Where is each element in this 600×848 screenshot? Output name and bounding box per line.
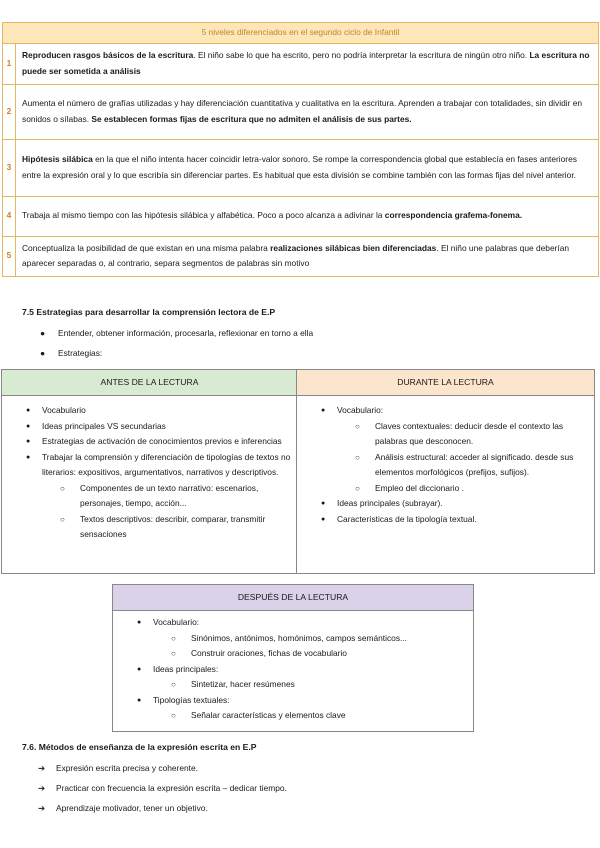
despues-list-item: ○ Sinónimos, antónimos, homónimos, campos semánticos... bbox=[113, 631, 473, 647]
antes-box bbox=[1, 369, 297, 574]
level-text-part: Hipótesis silábica bbox=[22, 154, 93, 164]
level-text-part: . El niño une palabras que deberían aparecer separadas o, al contrario, separa segmentos de palabras sin motivo bbox=[22, 242, 570, 268]
despues-list-item: ○ Construir oraciones, fichas de vocabulario bbox=[113, 646, 473, 662]
antes-list-item: ○ Textos descriptivos: describir, comparar, transmitir sensaciones bbox=[2, 512, 297, 543]
despues-list-item: ○ Señalar características y elementos clave bbox=[113, 708, 473, 724]
durante-list-item: ● Ideas principales (subrayar). bbox=[297, 496, 594, 512]
antes-list-item: ● Estrategias de activación de conocimientos previos e inferencias bbox=[2, 434, 297, 450]
arrow-item: ➔ Practicar con frecuencia la expresión escrita – dedicar tiempo. bbox=[38, 783, 287, 793]
level-number: 3 bbox=[3, 139, 16, 196]
level-number: 5 bbox=[3, 236, 16, 276]
levels-table-title: 5 niveles diferenciados en el segundo ciclo de Infantil bbox=[3, 23, 599, 44]
bullet-item: ● Estrategias: bbox=[40, 348, 103, 358]
antes-list-item: ● Trabajar la comprensión y diferenciación de tipologías de textos no literarios: expositivos, argumentativos, narrativos y descriptivos. bbox=[2, 450, 297, 481]
durante-list-item: ○ Claves contextuales: deducir desde el contexto las palabras que desconocen. bbox=[297, 419, 594, 450]
arrow-item: ➔ Aprendizaje motivador, tener un objetivo. bbox=[38, 803, 208, 813]
level-text-part: Aumenta el número de grafías utilizadas y hay diferenciación cuantitativa y cualitativa en la escritura. Aprenden a trabajar con totalidades, sin dividir en sonidos o sílabas. bbox=[22, 98, 583, 124]
bullet-icon: ● bbox=[40, 348, 46, 358]
level-text bbox=[16, 84, 599, 139]
despues-list-item: ● Vocabulario: bbox=[113, 615, 473, 631]
antes-list-item: ● Vocabulario bbox=[2, 403, 297, 419]
level-text-part: Trabaja al mismo tiempo con las hipótesis silábica y alfabética. Poco a poco alcanza a adivinar la bbox=[22, 210, 385, 221]
level-text-part: realizaciones silábicas bien diferenciadas bbox=[270, 242, 437, 253]
antes-list-item: ● Ideas principales VS secundarias bbox=[2, 419, 297, 435]
durante-list-item: ● Características de la tipología textual. bbox=[297, 512, 594, 528]
durante-list-item: ○ Empleo del diccionario . bbox=[297, 481, 594, 497]
durante-list-item: ● Vocabulario: bbox=[297, 403, 594, 419]
despues-list-item: ○ Sintetizar, hacer resúmenes bbox=[113, 677, 473, 693]
durante-box bbox=[296, 369, 595, 574]
level-text bbox=[16, 236, 599, 276]
despues-title: DESPUÉS DE LA LECTURA bbox=[113, 585, 473, 611]
level-text bbox=[16, 139, 599, 196]
durante-list bbox=[297, 396, 594, 527]
arrow-icon: ➔ bbox=[38, 783, 46, 793]
despues-list-item: ● Tipologías textuales: bbox=[113, 693, 473, 709]
antes-list-item: ○ Componentes de un texto narrativo: escenarios, personajes, tiempo, acción... bbox=[2, 481, 297, 512]
despues-box bbox=[112, 584, 474, 732]
despues-list bbox=[113, 611, 473, 724]
section-7-6-heading: 7.6. Métodos de enseñanza de la expresión escrita en E.P bbox=[22, 742, 257, 752]
levels-table bbox=[2, 22, 599, 277]
arrow-icon: ➔ bbox=[38, 763, 46, 773]
bullet-icon: ● bbox=[40, 328, 46, 338]
level-text-part: en la que el niño intenta hacer coincidir letra-valor sonoro. Se rompe la correspondencia global que establecía en fases anteriores entre la expresión oral y lo que escribía sin diferenciar partes. Es habitual que esta división se combine también con las formas fijas del nivel anterior. bbox=[22, 154, 577, 180]
level-text-part: Conceptualiza la posibilidad de que existan en una misma palabra bbox=[22, 242, 271, 253]
arrow-item: ➔ Expresión escrita precisa y coherente. bbox=[38, 763, 198, 773]
durante-list-item: ○ Análisis estructural: acceder al significado. desde sus elementos morfológicos (prefijos, sufijos). bbox=[297, 450, 594, 481]
level-text-part: correspondencia grafema-fonema. bbox=[384, 210, 523, 221]
arrow-icon: ➔ bbox=[38, 803, 46, 813]
level-number: 1 bbox=[3, 43, 16, 84]
level-text bbox=[16, 43, 599, 84]
despues-list-item: ● Ideas principales: bbox=[113, 662, 473, 678]
level-text-part: Reproducen rasgos básicos de la escritura bbox=[22, 50, 194, 60]
antes-list bbox=[2, 396, 297, 543]
bullet-item: ● Entender, obtener información, procesarla, reflexionar en torno a ella bbox=[40, 328, 314, 338]
section-7-5-heading: 7.5 Estrategias para desarrollar la comprensión lectora de E.P bbox=[22, 307, 276, 317]
durante-title: DURANTE LA LECTURA bbox=[297, 370, 594, 396]
level-number: 4 bbox=[3, 196, 16, 236]
level-text bbox=[16, 196, 599, 236]
level-number: 2 bbox=[3, 84, 16, 139]
level-text-part: Se establecen formas fijas de escritura que no admiten el análisis de sus partes. bbox=[91, 113, 412, 124]
antes-title: ANTES DE LA LECTURA bbox=[2, 370, 297, 396]
level-text-part: La escritura no puede ser sometida a análisis bbox=[22, 50, 590, 76]
level-text-part: . El niño sabe lo que ha escrito, pero no podría interpretar la escritura de ningún otro niño. bbox=[193, 50, 530, 60]
